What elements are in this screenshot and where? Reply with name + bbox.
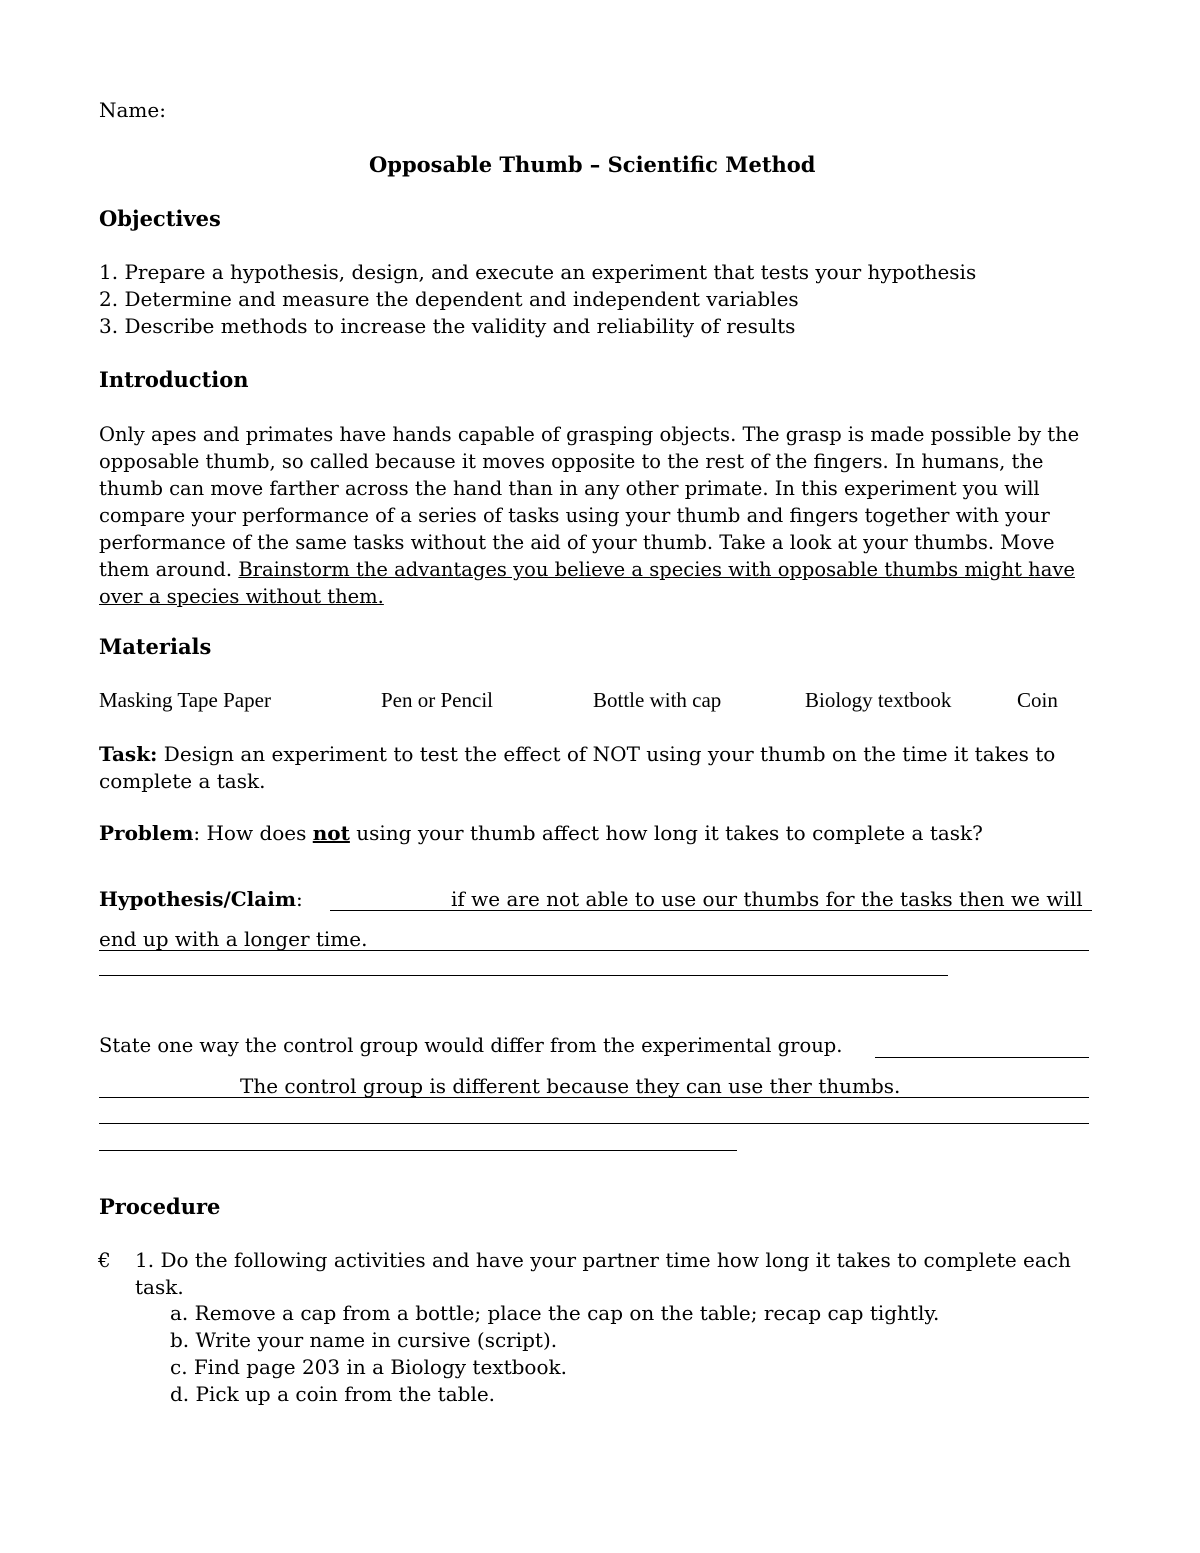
material-item: Coin xyxy=(1017,688,1058,712)
objective-item: 3. Describe methods to increase the validity and reliability of results xyxy=(99,314,796,338)
materials-heading: Materials xyxy=(99,634,212,659)
material-item: Pen or Pencil xyxy=(381,688,493,712)
material-item: Masking Tape Paper xyxy=(99,688,271,712)
hypothesis-colon: : xyxy=(296,887,303,911)
task-label: Task: xyxy=(99,742,158,766)
control-answer-line xyxy=(875,1057,1089,1058)
objective-item: 1. Prepare a hypothesis, design, and execute an experiment that tests your hypothesis xyxy=(99,260,977,284)
blank-answer-line xyxy=(99,1123,1089,1124)
introduction-paragraph xyxy=(99,421,1099,610)
problem-label: Problem xyxy=(99,821,194,845)
control-answer: The control group is different because they can use ther thumbs. xyxy=(240,1074,901,1098)
hypothesis-label-row xyxy=(99,887,303,911)
procedure-subitem: c. Find page 203 in a Biology textbook. xyxy=(170,1355,567,1379)
problem-text-end: using your thumb affect how long it takes to complete a task? xyxy=(349,821,983,845)
blank-answer-line xyxy=(99,1150,737,1151)
procedure-heading: Procedure xyxy=(99,1194,221,1219)
problem-statement xyxy=(99,821,983,845)
material-item: Biology textbook xyxy=(805,688,952,712)
page-title: Opposable Thumb – Scientific Method xyxy=(369,152,816,177)
objectives-heading: Objectives xyxy=(99,206,221,231)
procedure-subitem: a. Remove a cap from a bottle; place the cap on the table; recap cap tightly. xyxy=(170,1301,940,1325)
list-bullet-icon: € xyxy=(98,1248,111,1272)
introduction-text: Only apes and primates have hands capable of grasping objects. The grasp is made possible by the opposable thumb, so called because it moves opposite to the rest of the fingers. In humans, the thumb can move farther across the hand than in any other primate. In this experiment you will compare your performance of a series of tasks using your thumb and fingers together with your performance of the same tasks without the aid of your thumb. Take a look at your thumbs. Move them around. xyxy=(99,423,1080,581)
blank-answer-line xyxy=(99,975,948,976)
name-label: Name: xyxy=(99,98,166,122)
procedure-subitem: d. Pick up a coin from the table. xyxy=(170,1382,496,1406)
introduction-prompt: Brainstorm the advantages you believe a species with opposable thumbs might have over a species without them. xyxy=(99,558,1075,608)
hypothesis-answer: end up with a longer time. xyxy=(99,927,368,951)
hypothesis-label: Hypothesis/Claim xyxy=(99,887,297,911)
problem-emphasis: not xyxy=(312,821,350,845)
objective-item: 2. Determine and measure the dependent and independent variables xyxy=(99,287,799,311)
control-question: State one way the control group would differ from the experimental group. xyxy=(99,1034,843,1057)
task-statement xyxy=(99,741,1099,795)
introduction-heading: Introduction xyxy=(99,367,249,392)
task-text: Design an experiment to test the effect of NOT using your thumb on the time it takes to complete a task. xyxy=(99,742,1056,793)
problem-text: : How does xyxy=(193,821,313,845)
procedure-step: 1. Do the following activities and have your partner time how long it takes to complete each xyxy=(135,1248,1071,1272)
procedure-subitem: b. Write your name in cursive (script). xyxy=(170,1328,558,1352)
procedure-step-continued: task. xyxy=(135,1275,184,1299)
material-item: Bottle with cap xyxy=(593,688,722,712)
hypothesis-answer: if we are not able to use our thumbs for the tasks then we will xyxy=(451,887,1083,911)
